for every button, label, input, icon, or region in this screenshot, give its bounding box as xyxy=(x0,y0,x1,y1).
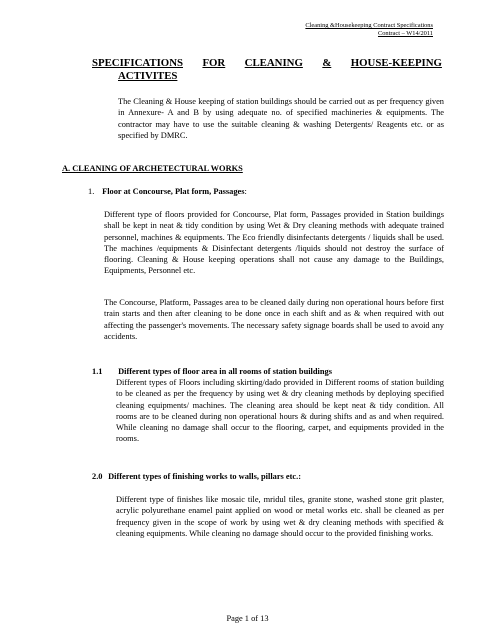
document-title-line2: ACTIVITES xyxy=(118,70,178,82)
item-2-0-paragraph: Different type of finishes like mosaic tile, mridul tiles, granite stone, washed stone grit plaster, acrylic polyurethane enamel paint applied on wood or metal works etc. shall be cleaned as per frequency given in the scope of work by using wet & dry cleaning methods with specified & cleaning equipments. While cleaning no damage should occur to the provided finishing works. xyxy=(116,495,444,538)
title-word: SPECIFICATIONS xyxy=(92,57,183,69)
title-word: HOUSE-KEEPING xyxy=(350,57,442,69)
item-1-paragraph-2: The Concourse, Platform, Passages area to be cleaned daily during non operational hours before first train starts and then after cleaning to be done once in each shift and as & when required with out affecting the passenger's movements. The necessary safety signage boards shall be used to avoid any accidents. xyxy=(104,298,444,341)
item-1-colon: : xyxy=(244,187,247,196)
intro-paragraph: The Cleaning & House keeping of station buildings should be carried out as per frequency given in Annexure- A and B by using adequate no. of specified machineries & equipments. The contractor may have to use the suitable cleaning & washing Detergents/ Reagents etc. or as specified by DMRC. xyxy=(118,97,444,140)
document-title xyxy=(92,57,442,83)
document-title-line1 xyxy=(92,57,442,70)
page-number-footer: Page 1 of 13 xyxy=(226,614,269,623)
item-2-0-number: 2.0 xyxy=(92,472,103,481)
running-header-contract: Contract – W14/2011 xyxy=(377,30,433,37)
item-1-number: 1. xyxy=(88,187,95,196)
item-1-heading xyxy=(88,187,247,196)
item-2-0-heading xyxy=(92,472,301,481)
item-1-paragraph-1: Different type of floors provided for Concourse, Plat form, Passages provided in Station buildings shall be kept in neat & tidy condition by using Wet & Dry cleaning methods with adequate trained personnel, machines & equipments. The Eco friendly disinfectants detergents / liquids shall be used. The machines /equipments & Disinfectant detergents /liquids should not destroy the surface of flooring. Cleaning & House keeping operations shall not cause any damage to the Buildings, Equipments, Personnel etc. xyxy=(104,210,444,276)
item-1-1-paragraph: Different types of Floors including skirting/dado provided in Different rooms of station building to be cleaned as per the frequency by using wet & dry cleaning methods by deploying specified cleaning equipments/ machines. The cleaning area should be kept neat & tidy condition. All rooms are to be cleaned during non operational hours & during shifts and as and when required. While cleaning no damage shall occur to the flooring, carpet, and equipments provided in the rooms. xyxy=(116,378,444,444)
item-1-1-number: 1.1 xyxy=(92,367,103,376)
title-word: CLEANING xyxy=(244,57,303,69)
item-1-title: Floor at Concourse, Plat form, Passages xyxy=(102,187,245,196)
title-word: & xyxy=(322,57,332,69)
item-1-1-heading xyxy=(92,367,332,376)
section-a-heading: A. CLEANING OF ARCHETECTURAL WORKS xyxy=(62,164,243,173)
running-header-title: Cleaning &Housekeeping Contract Specifications xyxy=(305,22,433,29)
title-word: FOR xyxy=(202,57,226,69)
item-2-0-title: Different types of finishing works to walls, pillars etc.: xyxy=(108,472,302,481)
item-1-1-title: Different types of floor area in all rooms of station buildings xyxy=(118,367,332,376)
